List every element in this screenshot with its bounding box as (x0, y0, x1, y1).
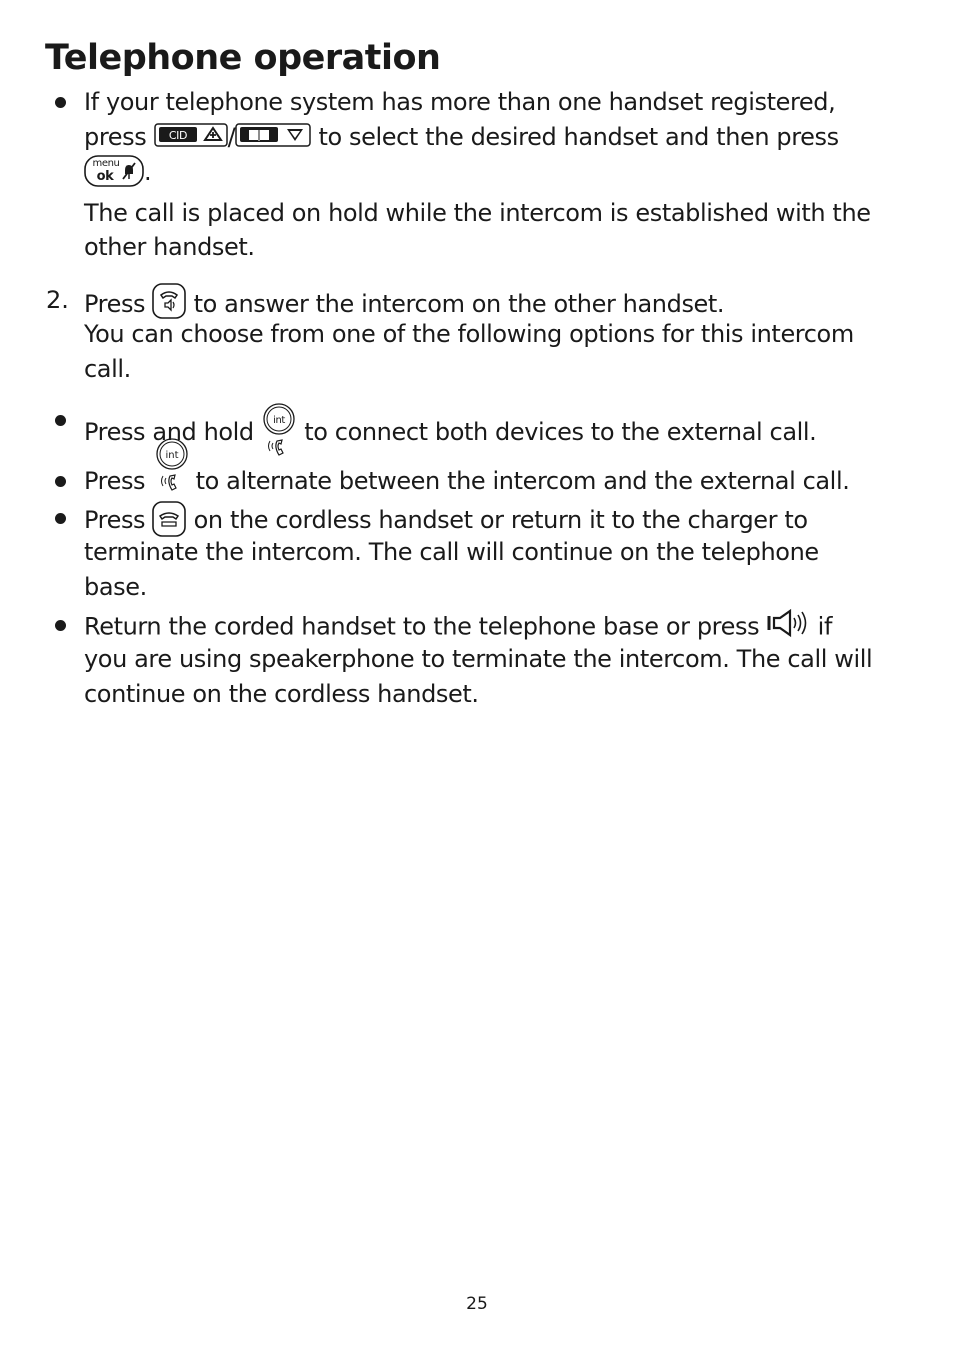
intercom-key-icon (154, 438, 190, 498)
text: call. (84, 355, 131, 383)
option2-line1 (84, 464, 914, 499)
option3-line2 (84, 535, 914, 570)
bullet-marker (55, 415, 66, 426)
text: continue on the cordless handset. (84, 680, 479, 708)
text: if (817, 612, 832, 641)
step-number: 2. (46, 286, 69, 314)
text: on the cordless handset or return it to the charger to (193, 506, 808, 534)
text: terminate the intercom. The call will continue on the telephone (84, 538, 819, 566)
text: Press (84, 290, 146, 318)
text: Press (84, 506, 146, 534)
option1-line1 (84, 403, 914, 463)
text: . (144, 158, 152, 186)
menu-label: menu (92, 158, 120, 169)
cid-label: CID (168, 128, 187, 142)
option4-line3 (84, 677, 914, 712)
text: Return the corded handset to the telephone base or press (84, 612, 760, 641)
bullet1-line1 (84, 85, 914, 120)
text: to answer the intercom on the other handset. (193, 290, 725, 318)
bullet-marker (55, 620, 66, 631)
int-label: int (273, 415, 285, 426)
text: The call is placed on hold while the intercom is established with the (84, 199, 871, 227)
step2-line2 (84, 317, 914, 352)
text: If your telephone system has more than one handset registered, (84, 88, 836, 116)
text: you are using speakerphone to terminate the intercom. The call will (84, 645, 873, 673)
step2-line3 (84, 352, 914, 387)
bullet1-line4 (84, 196, 914, 231)
text: to select the desired handset and then press (318, 123, 839, 151)
page-title: Telephone operation (45, 38, 441, 78)
text: Press (84, 467, 146, 495)
text: Press and hold (84, 418, 254, 446)
menu-ok-key-icon (84, 155, 144, 191)
intercom-key-icon (261, 403, 297, 463)
cid-up-key-icon (154, 121, 228, 156)
text: to alternate between the intercom and the external call. (195, 467, 850, 495)
phonebook-down-key-icon (235, 121, 311, 156)
bullet-marker (55, 476, 66, 487)
option3-line3 (84, 570, 914, 605)
text: You can choose from one of the following options for this intercom (84, 320, 854, 348)
text: press (84, 123, 147, 151)
ok-label: ok (96, 169, 114, 184)
bullet-marker (55, 97, 66, 108)
text: to connect both devices to the external call. (304, 418, 817, 446)
text: other handset. (84, 233, 255, 261)
bullet1-line5 (84, 230, 914, 265)
int-label: int (165, 450, 179, 461)
slash-separator: / (227, 123, 236, 151)
text: base. (84, 573, 147, 601)
bullet-marker (55, 513, 66, 524)
option4-line2 (84, 642, 914, 677)
bullet1-line3 (84, 155, 914, 191)
bullet1-line2 (84, 120, 914, 156)
page-number: 25 (466, 1294, 488, 1314)
